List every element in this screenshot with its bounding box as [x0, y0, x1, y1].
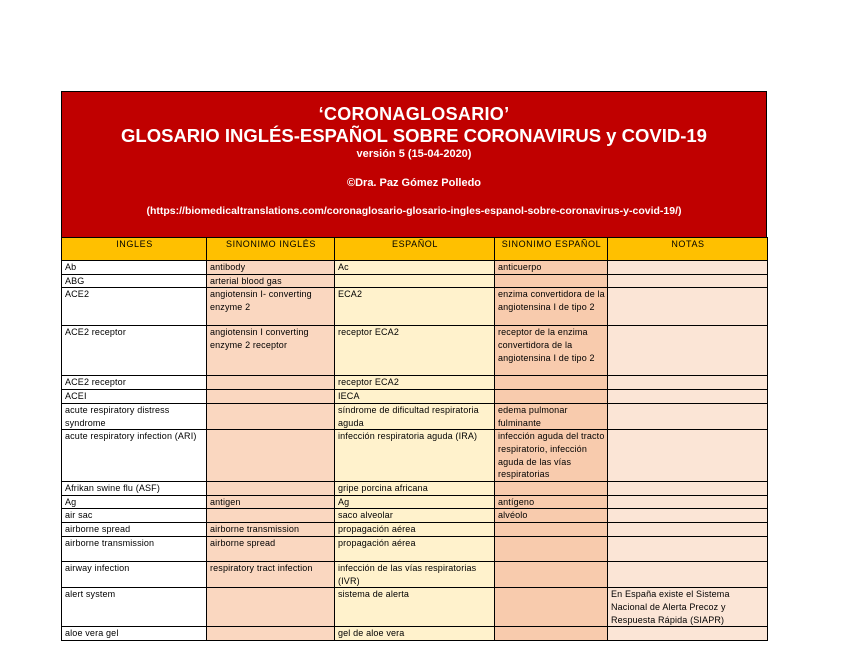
cell-sinonimo-espanol: antígeno — [495, 495, 608, 509]
cell-espanol: Ac — [335, 261, 495, 275]
cell-notas — [608, 288, 768, 326]
cell-ingles: Ab — [62, 261, 207, 275]
cell-espanol: propagación aérea — [335, 536, 495, 561]
cell-espanol: ECA2 — [335, 288, 495, 326]
cell-espanol: propagación aérea — [335, 523, 495, 537]
table-row — [62, 326, 768, 376]
cell-notas — [608, 523, 768, 537]
cell-notas — [608, 326, 768, 376]
cell-espanol: infección de las vías respiratorias (IVR) — [335, 561, 495, 587]
table-row — [62, 261, 768, 275]
table-row — [62, 627, 768, 641]
cell-ingles: ACE2 receptor — [62, 376, 207, 390]
cell-sinonimo-espanol — [495, 627, 608, 641]
cell-espanol: IECA — [335, 390, 495, 404]
cell-notas — [608, 261, 768, 275]
table-row — [62, 403, 768, 429]
cell-ingles: airborne spread — [62, 523, 207, 537]
cell-sinonimo-ingles: antigen — [207, 495, 335, 509]
table-row — [62, 495, 768, 509]
cell-notas — [608, 509, 768, 523]
cell-sinonimo-ingles: airborne transmission — [207, 523, 335, 537]
glossary-table — [61, 237, 768, 641]
table-row — [62, 536, 768, 561]
table-row — [62, 274, 768, 288]
cell-sinonimo-ingles — [207, 430, 335, 482]
cell-sinonimo-ingles — [207, 403, 335, 429]
cell-ingles: ACEI — [62, 390, 207, 404]
cell-espanol: receptor ECA2 — [335, 376, 495, 390]
cell-ingles: airway infection — [62, 561, 207, 587]
cell-sinonimo-espanol — [495, 482, 608, 496]
cell-notas — [608, 390, 768, 404]
cell-sinonimo-ingles: antibody — [207, 261, 335, 275]
document-title: ‘CORONAGLOSARIO’ — [318, 104, 510, 124]
cell-sinonimo-ingles — [207, 390, 335, 404]
cell-ingles: air sac — [62, 509, 207, 523]
cell-sinonimo-espanol: receptor de la enzima convertidora de la angiotensina I de tipo 2 — [495, 326, 608, 376]
cell-notas — [608, 536, 768, 561]
cell-sinonimo-espanol — [495, 561, 608, 587]
glossary-banner — [61, 91, 767, 237]
cell-espanol: receptor ECA2 — [335, 326, 495, 376]
cell-sinonimo-ingles — [207, 627, 335, 641]
cell-sinonimo-espanol: enzima convertidora de la angiotensina I de tipo 2 — [495, 288, 608, 326]
table-header-row — [62, 238, 768, 261]
cell-ingles: acute respiratory distress syndrome — [62, 403, 207, 429]
cell-notas — [608, 495, 768, 509]
cell-sinonimo-ingles: respiratory tract infection — [207, 561, 335, 587]
cell-sinonimo-ingles — [207, 588, 335, 627]
cell-notas — [608, 403, 768, 429]
cell-sinonimo-ingles: arterial blood gas — [207, 274, 335, 288]
table-row — [62, 482, 768, 496]
document-url: (https://biomedicaltranslations.com/coronaglosario-glosario-ingles-espanol-sobre-coronavirus-y-covid-19/) — [146, 205, 682, 217]
cell-espanol: síndrome de dificultad respiratoria aguda — [335, 403, 495, 429]
cell-espanol: gel de aloe vera — [335, 627, 495, 641]
cell-sinonimo-espanol: anticuerpo — [495, 261, 608, 275]
cell-sinonimo-espanol: alvéolo — [495, 509, 608, 523]
column-header-espanol: ESPAÑOL — [335, 238, 495, 261]
column-header-sinonimo-espanol: SINONIMO ESPAÑOL — [495, 238, 608, 261]
table-row — [62, 376, 768, 390]
column-header-notas: NOTAS — [608, 238, 768, 261]
cell-notas — [608, 274, 768, 288]
cell-ingles: ABG — [62, 274, 207, 288]
cell-notas: En España existe el Sistema Nacional de Alerta Precoz y Respuesta Rápida (SIAPR) — [608, 588, 768, 627]
cell-sinonimo-espanol — [495, 390, 608, 404]
column-header-sinonimo-ingles: SINONIMO INGLÉS — [207, 238, 335, 261]
cell-ingles: ACE2 — [62, 288, 207, 326]
cell-ingles: acute respiratory infection (ARI) — [62, 430, 207, 482]
cell-ingles: Ag — [62, 495, 207, 509]
cell-sinonimo-espanol — [495, 588, 608, 627]
table-row — [62, 288, 768, 326]
cell-sinonimo-ingles: angiotensin I converting enzyme 2 receptor — [207, 326, 335, 376]
cell-ingles: Afrikan swine flu (ASF) — [62, 482, 207, 496]
cell-sinonimo-ingles: angiotensin I- converting enzyme 2 — [207, 288, 335, 326]
cell-sinonimo-espanol: edema pulmonar fulminante — [495, 403, 608, 429]
cell-notas — [608, 627, 768, 641]
document-version: versión 5 (15-04-2020) — [356, 148, 472, 160]
cell-ingles: ACE2 receptor — [62, 326, 207, 376]
cell-sinonimo-ingles — [207, 482, 335, 496]
glossary-document — [61, 91, 767, 641]
cell-notas — [608, 561, 768, 587]
cell-espanol: saco alveolar — [335, 509, 495, 523]
cell-sinonimo-espanol — [495, 274, 608, 288]
column-header-ingles: INGLES — [62, 238, 207, 261]
cell-notas — [608, 430, 768, 482]
table-row — [62, 561, 768, 587]
cell-sinonimo-espanol — [495, 536, 608, 561]
cell-sinonimo-ingles: airborne spread — [207, 536, 335, 561]
cell-sinonimo-ingles — [207, 509, 335, 523]
cell-sinonimo-ingles — [207, 376, 335, 390]
cell-ingles: airborne transmission — [62, 536, 207, 561]
table-row — [62, 588, 768, 627]
cell-ingles: alert system — [62, 588, 207, 627]
cell-espanol: gripe porcina africana — [335, 482, 495, 496]
cell-ingles: aloe vera gel — [62, 627, 207, 641]
cell-espanol: Ag — [335, 495, 495, 509]
table-row — [62, 390, 768, 404]
document-author: ©Dra. Paz Gómez Polledo — [346, 177, 482, 189]
table-row — [62, 509, 768, 523]
table-row — [62, 523, 768, 537]
table-row — [62, 430, 768, 482]
cell-sinonimo-espanol: infección aguda del tracto respiratorio, infección aguda de las vías respiratorias — [495, 430, 608, 482]
cell-notas — [608, 376, 768, 390]
document-subtitle: GLOSARIO INGLÉS-ESPAÑOL SOBRE CORONAVIRUS y COVID-19 — [121, 125, 707, 146]
cell-espanol: infección respiratoria aguda (IRA) — [335, 430, 495, 482]
cell-sinonimo-espanol — [495, 523, 608, 537]
cell-sinonimo-espanol — [495, 376, 608, 390]
cell-espanol — [335, 274, 495, 288]
cell-notas — [608, 482, 768, 496]
cell-espanol: sistema de alerta — [335, 588, 495, 627]
